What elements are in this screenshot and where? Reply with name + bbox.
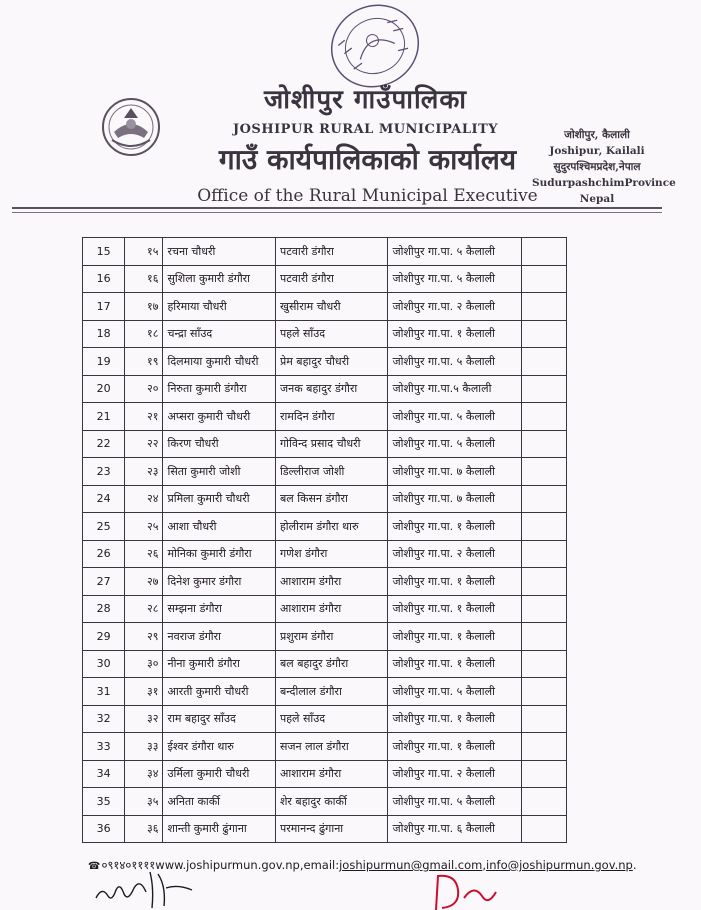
table-row [83, 485, 567, 513]
address-line: SudurpashchimProvince [532, 177, 676, 189]
row-serial: 30 [83, 650, 125, 678]
table-row [83, 595, 567, 623]
row-guardian: गणेश डंगौरा [275, 540, 387, 568]
row-guardian: डिल्लीराज जोशी [275, 458, 387, 486]
address-line: Nepal [579, 193, 615, 205]
row-serial: 35 [83, 788, 125, 816]
table-row [83, 458, 567, 486]
table-row [83, 403, 567, 431]
table-row [83, 265, 567, 293]
row-serial: 19 [83, 348, 125, 376]
row-name: चन्द्रा साँउद [163, 320, 275, 348]
row-serial: 31 [83, 678, 125, 706]
table-row [83, 705, 567, 733]
row-address: जोशीपुर गा.पा. ५ कैलाली [388, 788, 521, 816]
row-guardian: बल बहादुर डंगौरा [275, 650, 387, 678]
row-blank-cell [521, 705, 566, 733]
signature-left [92, 868, 202, 910]
row-guardian: परमानन्द ढुंगाना [275, 815, 387, 843]
row-guardian: आशाराम डंगौरा [275, 760, 387, 788]
row-address: जोशीपुर गा.पा. ५ कैलाली [388, 403, 521, 431]
row-address: जोशीपुर गा.पा. १ कैलाली [388, 650, 521, 678]
row-name: हरिमाया चौधरी [163, 293, 275, 321]
row-guardian: पहले साँउद [275, 705, 387, 733]
table-row [83, 513, 567, 541]
row-name: निरुता कुमारी डंगौरा [163, 375, 275, 403]
row-serial: 16 [83, 265, 125, 293]
row-address: जोशीपुर गा.पा. २ कैलाली [388, 760, 521, 788]
row-address: जोशीपुर गा.पा.५ कैलाली [388, 375, 521, 403]
row-name: नवराज डंगौरा [163, 623, 275, 651]
row-guardian: शेर बहादुर कार्की [275, 788, 387, 816]
row-name: उर्मिला कुमारी चौधरी [163, 760, 275, 788]
row-serial-np: २३ [125, 458, 163, 486]
table-row [83, 650, 567, 678]
row-address: जोशीपुर गा.पा. १ कैलाली [388, 513, 521, 541]
table-row [83, 238, 567, 266]
row-serial-np: २९ [125, 623, 163, 651]
row-address: जोशीपुर गा.पा. ५ कैलाली [388, 430, 521, 458]
row-serial-np: १९ [125, 348, 163, 376]
row-address: जोशीपुर गा.पा. १ कैलाली [388, 568, 521, 596]
row-name: रचना चौधरी [163, 238, 275, 266]
row-blank-cell [521, 238, 566, 266]
row-serial-np: २४ [125, 485, 163, 513]
row-guardian: सजन लाल डंगौरा [275, 733, 387, 761]
row-guardian: बल किसन डंगौरा [275, 485, 387, 513]
row-serial-np: २६ [125, 540, 163, 568]
table-row [83, 788, 567, 816]
header-divider [12, 207, 662, 209]
row-address: जोशीपुर गा.पा. १ कैलाली [388, 733, 521, 761]
phone-number: ०९१४०११११ [101, 858, 156, 872]
row-serial: 34 [83, 760, 125, 788]
row-blank-cell [521, 650, 566, 678]
row-blank-cell [521, 265, 566, 293]
office-name-np: गाउँ कार्यपालिकाको कार्यालय [218, 143, 517, 176]
row-serial: 22 [83, 430, 125, 458]
office-name-en: Office of the Rural Municipal Executive [197, 186, 538, 206]
row-address: जोशीपुर गा.पा. ५ कैलाली [388, 678, 521, 706]
table-row [83, 348, 567, 376]
row-blank-cell [521, 293, 566, 321]
row-address: जोशीपुर गा.पा. ६ कैलाली [388, 815, 521, 843]
table-row [83, 623, 567, 651]
row-guardian: पटवारी डंगौरा [275, 265, 387, 293]
row-guardian: खुसीराम चौधरी [275, 293, 387, 321]
row-blank-cell [521, 678, 566, 706]
row-address: जोशीपुर गा.पा. १ कैलाली [388, 595, 521, 623]
row-serial: 27 [83, 568, 125, 596]
row-blank-cell [521, 788, 566, 816]
row-guardian: प्रशुराम डंगौरा [275, 623, 387, 651]
row-serial: 33 [83, 733, 125, 761]
row-address: जोशीपुर गा.पा. ७ कैलाली [388, 458, 521, 486]
row-address: जोशीपुर गा.पा. ५ कैलाली [388, 265, 521, 293]
row-blank-cell [521, 403, 566, 431]
row-serial-np: ३३ [125, 733, 163, 761]
row-address: जोशीपुर गा.पा. २ कैलाली [388, 293, 521, 321]
row-blank-cell [521, 595, 566, 623]
row-serial: 24 [83, 485, 125, 513]
row-blank-cell [521, 760, 566, 788]
row-guardian: जनक बहादुर डंगौरा [275, 375, 387, 403]
office-address [532, 127, 676, 207]
row-serial: 15 [83, 238, 125, 266]
office-stamp [326, 0, 424, 92]
row-guardian: प्रेम बहादुर चौधरी [275, 348, 387, 376]
row-address: जोशीपुर गा.पा. २ कैलाली [388, 540, 521, 568]
row-name: सम्झना डंगौरा [163, 595, 275, 623]
row-serial: 18 [83, 320, 125, 348]
row-guardian: आशाराम डंगौरा [275, 595, 387, 623]
row-address: जोशीपुर गा.पा. १ कैलाली [388, 623, 521, 651]
row-guardian: पहले साँउद [275, 320, 387, 348]
row-name: अनिता कार्की [163, 788, 275, 816]
row-name: सुशिला कुमारी डंगौरा [163, 265, 275, 293]
address-line: Joshipur, Kailali [549, 145, 645, 157]
row-serial-np: ३६ [125, 815, 163, 843]
telephone-icon: ☎ [88, 861, 101, 872]
signature-right [430, 870, 500, 910]
row-blank-cell [521, 568, 566, 596]
row-name: दिलमाया कुमारी चौधरी [163, 348, 275, 376]
row-serial-np: १६ [125, 265, 163, 293]
row-address: जोशीपुर गा.पा. १ कैलाली [388, 320, 521, 348]
table-row [83, 320, 567, 348]
row-blank-cell [521, 348, 566, 376]
table-row [83, 815, 567, 843]
address-line: सुदुरपश्चिमप्रदेश,नेपाल [553, 161, 641, 173]
row-name: नीना कुमारी डंगौरा [163, 650, 275, 678]
row-serial-np: २१ [125, 403, 163, 431]
row-blank-cell [521, 623, 566, 651]
row-name: राम बहादुर साँउद [163, 705, 275, 733]
roster-table [82, 237, 567, 843]
website-link[interactable]: www.joshipurmun.gov.np,email: [155, 858, 340, 872]
row-blank-cell [521, 458, 566, 486]
table-row [83, 760, 567, 788]
address-line: जोशीपुर, कैलाली [564, 129, 630, 141]
row-serial-np: १५ [125, 238, 163, 266]
row-serial: 25 [83, 513, 125, 541]
row-serial: 21 [83, 403, 125, 431]
table-row [83, 293, 567, 321]
row-guardian: होलीराम डंगौरा थारु [275, 513, 387, 541]
row-serial-np: ३५ [125, 788, 163, 816]
row-serial: 26 [83, 540, 125, 568]
table-row [83, 375, 567, 403]
row-serial-np: १८ [125, 320, 163, 348]
municipality-name-en: JOSHIPUR RURAL MUNICIPALITY [232, 122, 499, 137]
row-address: जोशीपुर गा.पा. ७ कैलाली [388, 485, 521, 513]
roster-body [83, 238, 567, 843]
row-serial: 32 [83, 705, 125, 733]
row-guardian: बन्दीलाल डंगौरा [275, 678, 387, 706]
row-serial-np: १७ [125, 293, 163, 321]
row-name: प्रमिला कुमारी चौधरी [163, 485, 275, 513]
table-row [83, 568, 567, 596]
header-divider-thin [12, 212, 662, 213]
row-blank-cell [521, 733, 566, 761]
row-serial-np: २७ [125, 568, 163, 596]
row-serial: 23 [83, 458, 125, 486]
row-guardian: गोविन्द प्रसाद चौधरी [275, 430, 387, 458]
row-guardian: आशाराम डंगौरा [275, 568, 387, 596]
row-serial-np: ३० [125, 650, 163, 678]
row-blank-cell [521, 375, 566, 403]
row-serial: 36 [83, 815, 125, 843]
row-name: ईश्वर डंगौरा थारु [163, 733, 275, 761]
row-serial-np: ३२ [125, 705, 163, 733]
row-guardian: पटवारी डंगौरा [275, 238, 387, 266]
row-name: किरण चौधरी [163, 430, 275, 458]
row-serial: 29 [83, 623, 125, 651]
row-name: शान्ती कुमारी ढुंगाना [163, 815, 275, 843]
email-link-secondary[interactable]: info@joshipurmun.gov.np [486, 858, 633, 872]
row-serial-np: २५ [125, 513, 163, 541]
row-guardian: रामदिन डंगौरा [275, 403, 387, 431]
row-address: जोशीपुर गा.पा. ५ कैलाली [388, 238, 521, 266]
row-name: आरती कुमारी चौधरी [163, 678, 275, 706]
row-name: अप्सरा कुमारी चौधरी [163, 403, 275, 431]
row-name: मोनिका कुमारी डंगौरा [163, 540, 275, 568]
row-name: दिनेश कुमार डंगौरा [163, 568, 275, 596]
row-name: सिता कुमारी जोशी [163, 458, 275, 486]
email-link-primary[interactable]: joshipurmun@gmail.com [339, 858, 483, 872]
row-serial-np: ३१ [125, 678, 163, 706]
row-blank-cell [521, 513, 566, 541]
row-name: आशा चौधरी [163, 513, 275, 541]
municipality-name-np: जोशीपुर गाउँपालिका [263, 85, 468, 115]
table-row [83, 733, 567, 761]
row-blank-cell [521, 485, 566, 513]
row-serial: 20 [83, 375, 125, 403]
table-row [83, 540, 567, 568]
row-address: जोशीपुर गा.पा. १ कैलाली [388, 705, 521, 733]
row-serial: 17 [83, 293, 125, 321]
table-row [83, 678, 567, 706]
row-serial-np: २२ [125, 430, 163, 458]
row-blank-cell [521, 815, 566, 843]
row-serial-np: ३४ [125, 760, 163, 788]
row-blank-cell [521, 320, 566, 348]
row-address: जोशीपुर गा.पा. ५ कैलाली [388, 348, 521, 376]
row-serial-np: २० [125, 375, 163, 403]
row-blank-cell [521, 430, 566, 458]
footer-end: . [632, 858, 637, 872]
row-serial-np: २८ [125, 595, 163, 623]
table-row [83, 430, 567, 458]
row-serial: 28 [83, 595, 125, 623]
row-blank-cell [521, 540, 566, 568]
separator: , [482, 858, 487, 872]
